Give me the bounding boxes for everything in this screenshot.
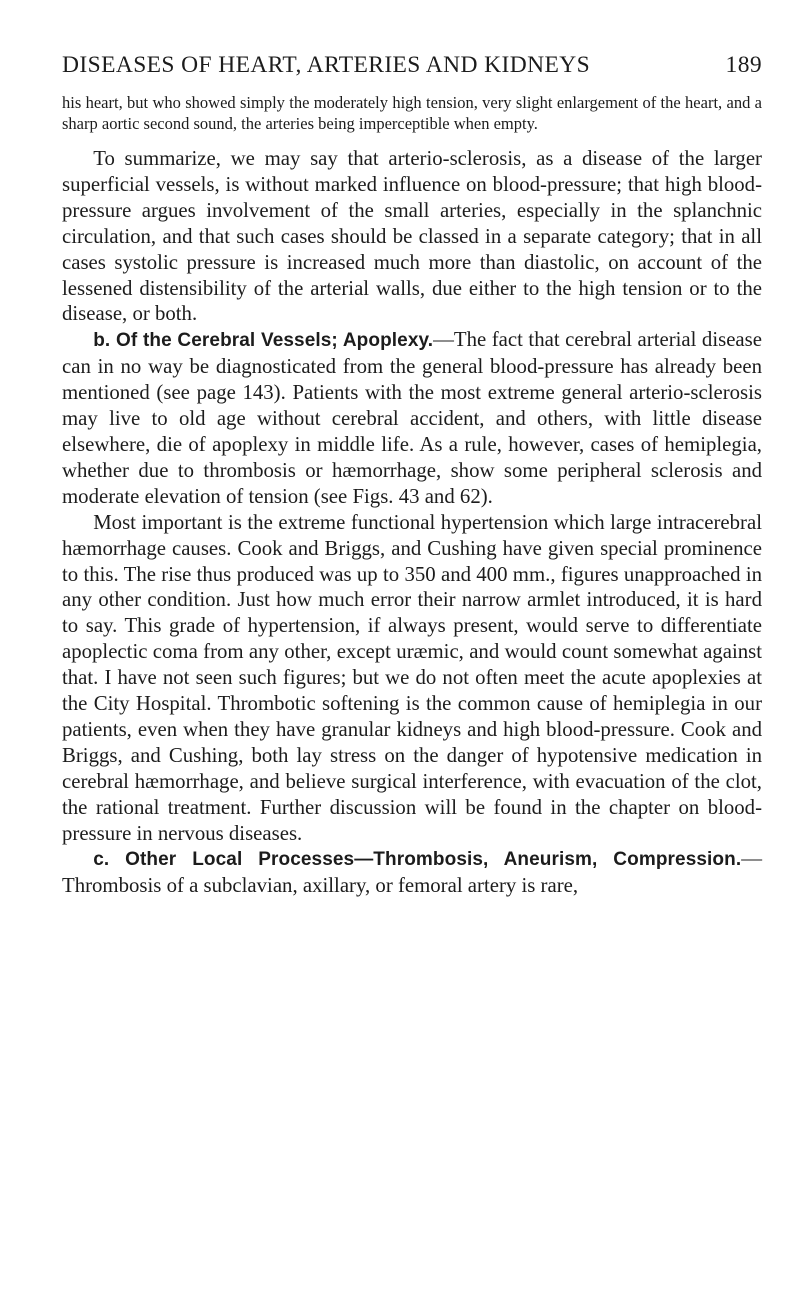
- section-c-heading: c. Other Local Processes—Thrombosis, Aneurism, Compression.: [93, 849, 742, 871]
- running-header: [62, 52, 762, 79]
- running-title: DISEASES OF HEART, ARTERIES AND KIDNEYS: [62, 52, 591, 78]
- section-b-heading: b. Of the Cerebral Vessels; Apoplexy.: [93, 330, 434, 352]
- section-b-text: —The fact that cerebral arterial disease can in no way be diagnosticated from the general blood-pressure has already been mentioned (see page 143). Patients with the most extreme general arterio-sclerosis may live to old age without cerebral accident, and others, with little disease elsewhere, die of apoplexy in middle life. As a rule, however, cases of hemiplegia, whether due to thrombosis or hæmorrhage, show some peripheral sclerosis and moderate elevation of tension (see Figs. 43 and 62).: [62, 328, 762, 508]
- section-b-paragraph: [62, 327, 762, 509]
- section-c-text: —Thrombosis of a subclavian, axillary, or femoral artery is rare,: [62, 847, 762, 898]
- page-number: 189: [725, 52, 762, 78]
- book-page: [62, 52, 762, 899]
- section-c-paragraph: [62, 846, 762, 899]
- summary-paragraph: To summarize, we may say that arterio-sclerosis, as a disease of the larger superficial vessels, is without marked influence on blood-pressure; that high blood-pressure argues involvement of the small arteries, especially in the splanchnic circulation, and that such cases should be classed in a separate category; that in all cases systolic pressure is increased much more than diastolic, on account of the lessened distensibility of the arterial walls, due either to the high tension or to the disease, or both.: [62, 147, 762, 326]
- case-quote-paragraph: his heart, but who showed simply the moderately high tension, very slight enlargement of the heart, and a sharp aortic second sound, the arteries being imperceptible when empty.: [62, 93, 762, 133]
- hypertension-paragraph: Most important is the extreme functional hypertension which large intracerebral hæmorrhage causes. Cook and Briggs, and Cushing have given special prominence to this. The rise thus produced was up to 350 and 400 mm., figures unapproached in any other condition. Just how much error their narrow armlet introduced, it is hard to say. This grade of hypertension, if always present, would serve to differentiate apoplectic coma from any other, except uræmic, and would count somewhat against that. I have not seen such figures; but we do not often meet the acute apoplexies at the City Hospital. Thrombotic softening is the common cause of hemiplegia in our patients, even when they have granular kidneys and high blood-pressure. Cook and Briggs, and Cushing, both lay stress on the danger of hypotensive medication in cerebral hæmorrhage, and believe surgical interference, with evacuation of the clot, the rational treatment. Further discussion will be found in the chapter on blood-pressure in nervous diseases.: [62, 510, 762, 845]
